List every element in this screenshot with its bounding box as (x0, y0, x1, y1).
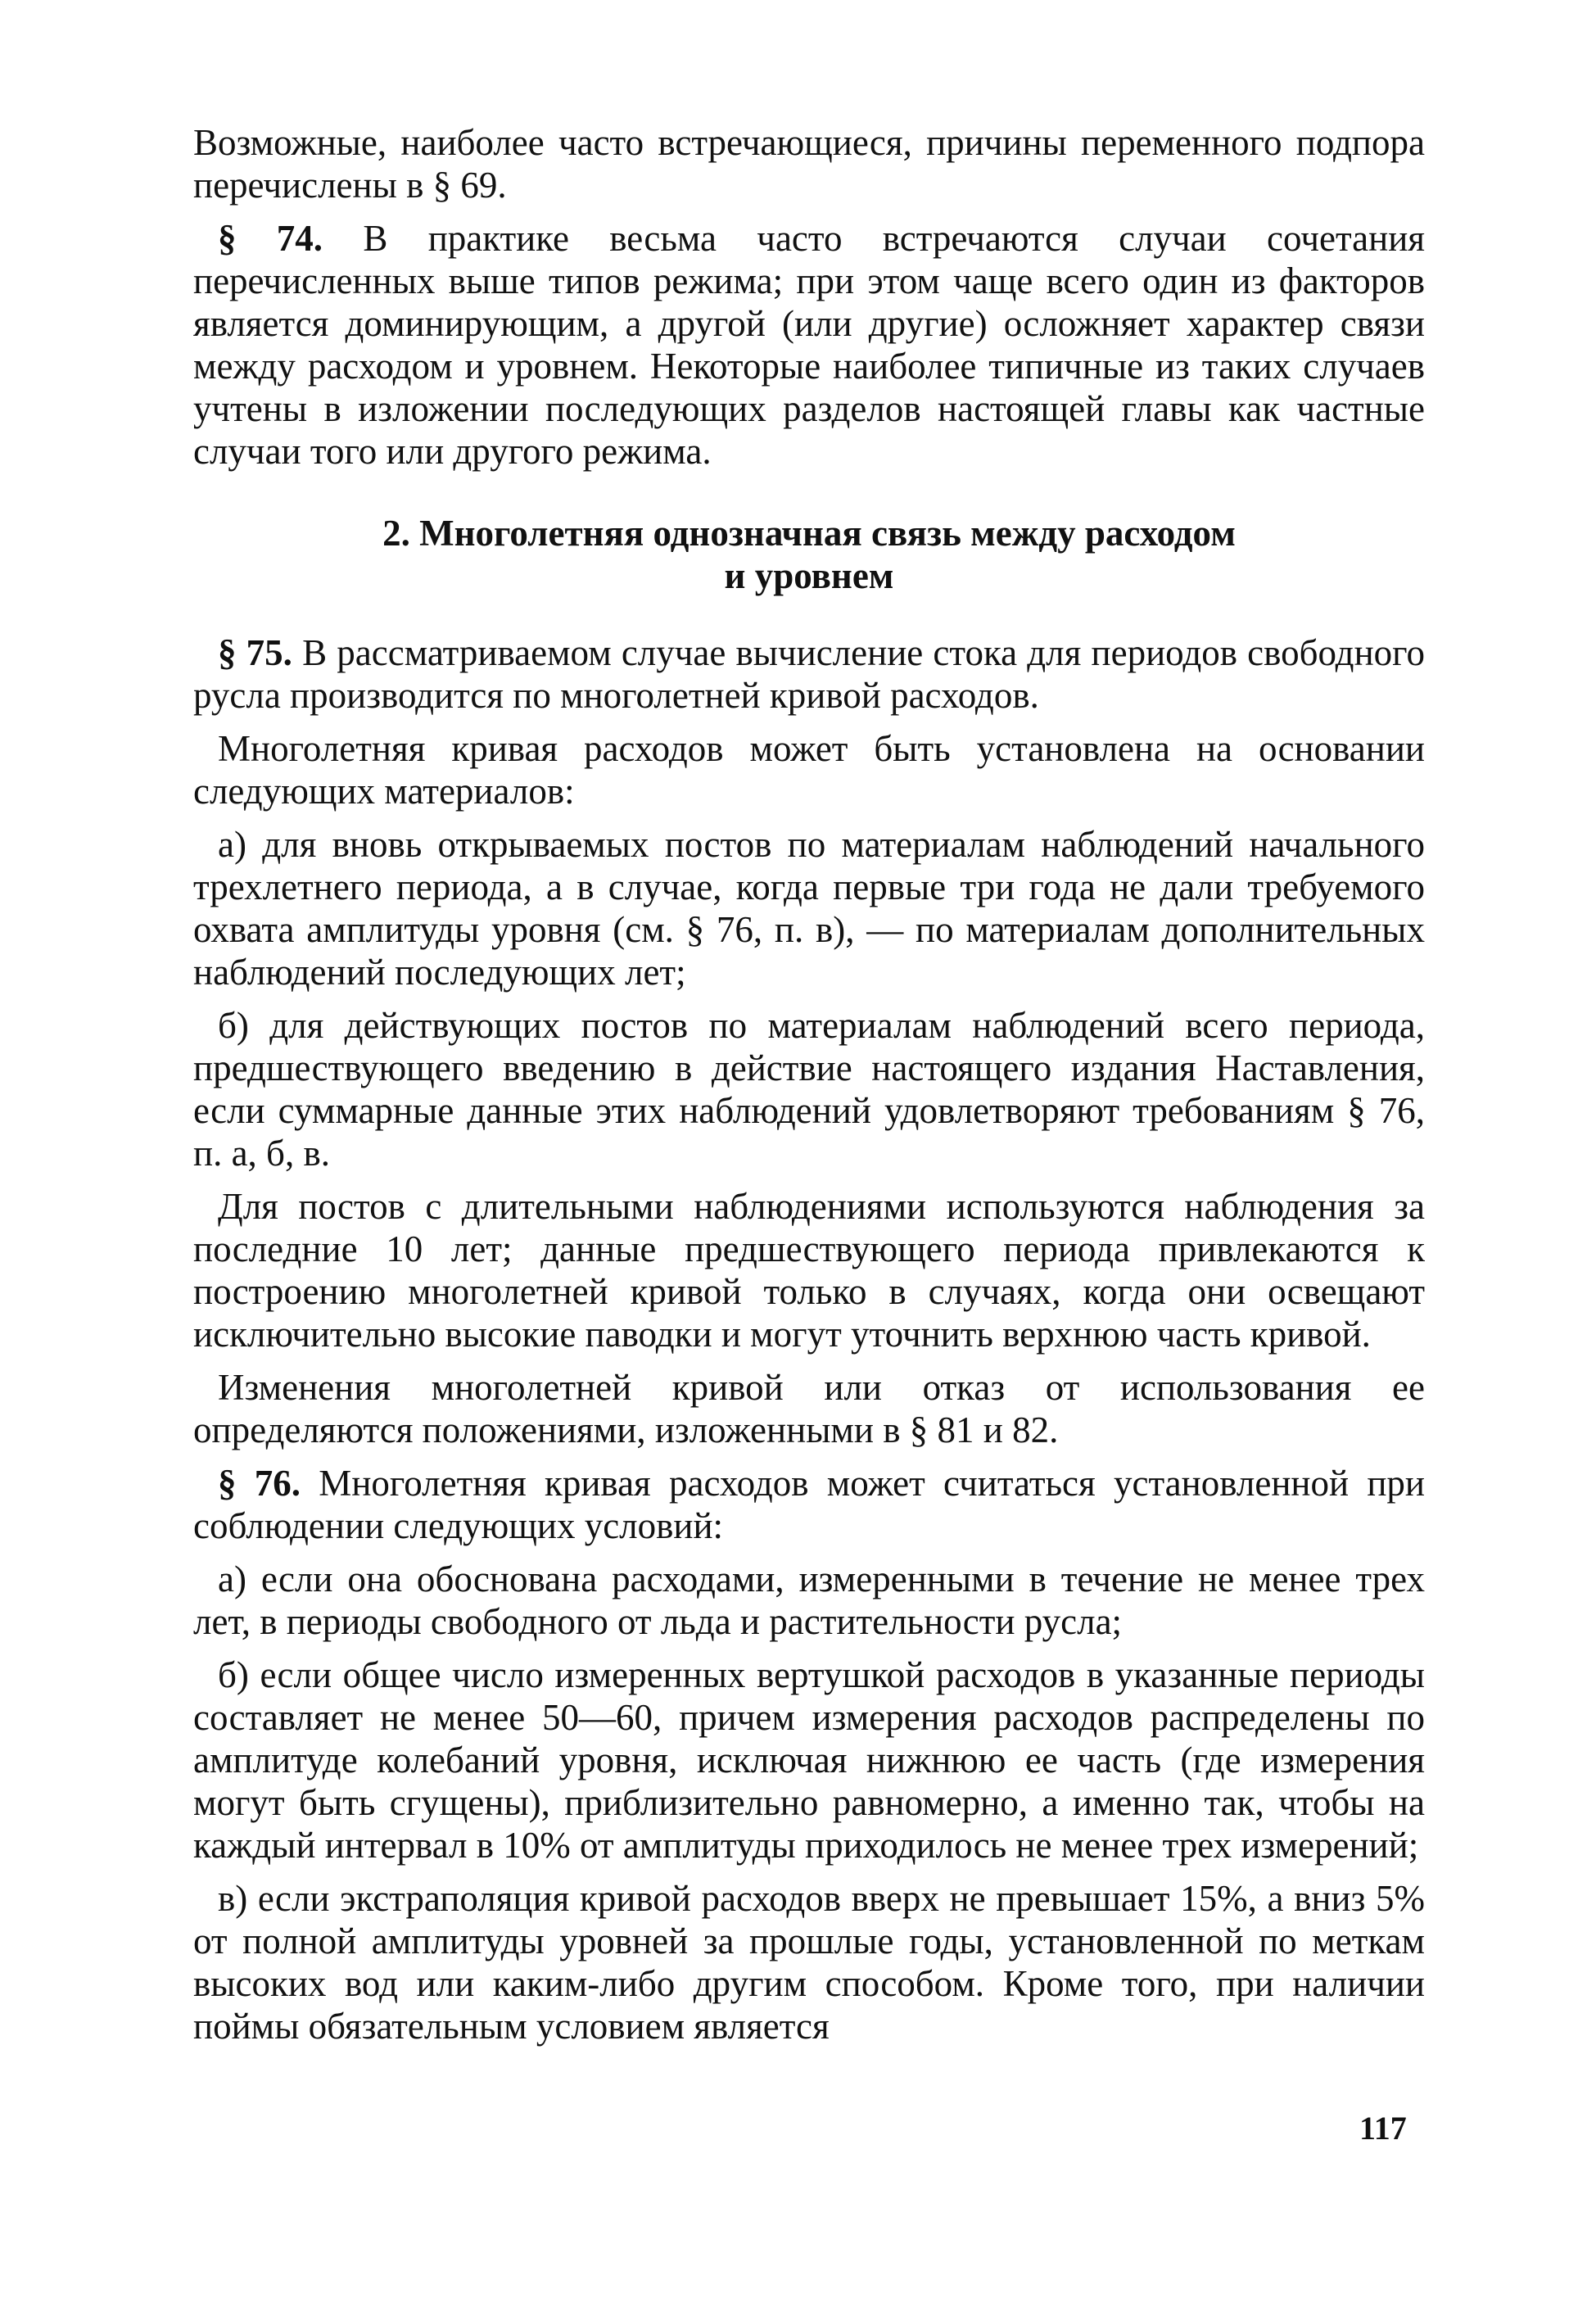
paragraph-text: б) для действующих постов по материалам наблюдений всего периода, предшествующего введению в действие настоящего издания Наставления, если суммарные данные этих наблюдений удовлетворяют требованиям § 76, п. а, б, в. (193, 1005, 1425, 1174)
paragraph-materials-intro (193, 727, 1425, 812)
list-item-b-active-posts (193, 1004, 1425, 1174)
list-item-c-extrapolation (193, 1877, 1425, 2047)
section-number: § 75. (218, 632, 292, 673)
heading-line-1: 2. Многолетняя однозначная связь между расходом (382, 513, 1236, 554)
list-item-b-measurement-count (193, 1654, 1425, 1866)
paragraph-section-74 (193, 217, 1425, 473)
paragraph-text: В практике весьма часто встречаются случаи сочетания перечисленных выше типов режима; при этом чаще всего один из факторов является доминирующим, а другой (или другие) осложняет характер связи между расходом и уровнем. Некоторые наиболее типичные из таких случаев учтены в изложении последующих разделов настоящей главы как частные случаи того или другого режима. (193, 218, 1425, 472)
paragraph-causes (193, 121, 1425, 206)
paragraph-text: а) для вновь открываемых постов по материалам наблюдений начального трехлетнего периода, а в случае, когда первые три года не дали требуемого охвата амплитуды уровня (см. § 76, п. в), — по материалам дополнительных наблюдений последующих лет; (193, 824, 1425, 993)
heading-line-2: и уровнем (724, 555, 894, 596)
section-number: § 76. (218, 1463, 301, 1504)
paragraph-section-75 (193, 631, 1425, 717)
paragraph-text: Многолетняя кривая расходов может быть установлена на основании следующих материалов: (193, 728, 1425, 812)
list-item-a-new-posts (193, 823, 1425, 993)
paragraph-text: б) если общее число измеренных вертушкой расходов в указанные периоды составляет не менее 50—60, причем измерения расходов распределены по амплитуде колебаний уровня, исключая нижнюю ее часть (где измерения могут быть сгущены), приблизительно равномерно, а именно так, чтобы на каждый интервал в 10% от амплитуды приходилось не менее трех измерений; (193, 1654, 1425, 1866)
paragraph-text: в) если экстраполяция кривой расходов вверх не превышает 15%, а вниз 5% от полной амплитуды уровней за прошлые годы, установленной по меткам высоких вод или каким-либо другим способом. Кроме того, при наличии поймы обязательным условием является (193, 1878, 1425, 2047)
paragraph-long-observations (193, 1185, 1425, 1355)
paragraph-section-76 (193, 1462, 1425, 1547)
paragraph-text: а) если она обоснована расходами, измеренными в течение не менее трех лет, в периоды свободного от льда и растительности русла; (193, 1559, 1425, 1642)
list-item-a-three-years (193, 1558, 1425, 1643)
page-number: 117 (1359, 2110, 1407, 2147)
paragraph-text: Возможные, наиболее часто встречающиеся, причины переменного подпора перечислены в § 69. (193, 122, 1425, 206)
text-column (193, 121, 1425, 2058)
paragraph-changes (193, 1366, 1425, 1451)
section-number: § 74. (218, 218, 323, 259)
paragraph-text: Изменения многолетней кривой или отказ от использования ее определяются положениями, изложенными в § 81 и 82. (193, 1367, 1425, 1450)
paragraph-text: Многолетняя кривая расходов может считаться установленной при соблюдении следующих условий: (193, 1463, 1425, 1546)
paragraph-text: Для постов с длительными наблюдениями используются наблюдения за последние 10 лет; данные предшествующего периода привлекаются к построению многолетней кривой только в случаях, когда они освещают исключительно высокие паводки и могут уточнить верхнюю часть кривой. (193, 1186, 1425, 1355)
paragraph-text: В рассматриваемом случае вычисление стока для периодов свободного русла производится по многолетней кривой расходов. (193, 632, 1425, 716)
section-heading (193, 512, 1425, 597)
